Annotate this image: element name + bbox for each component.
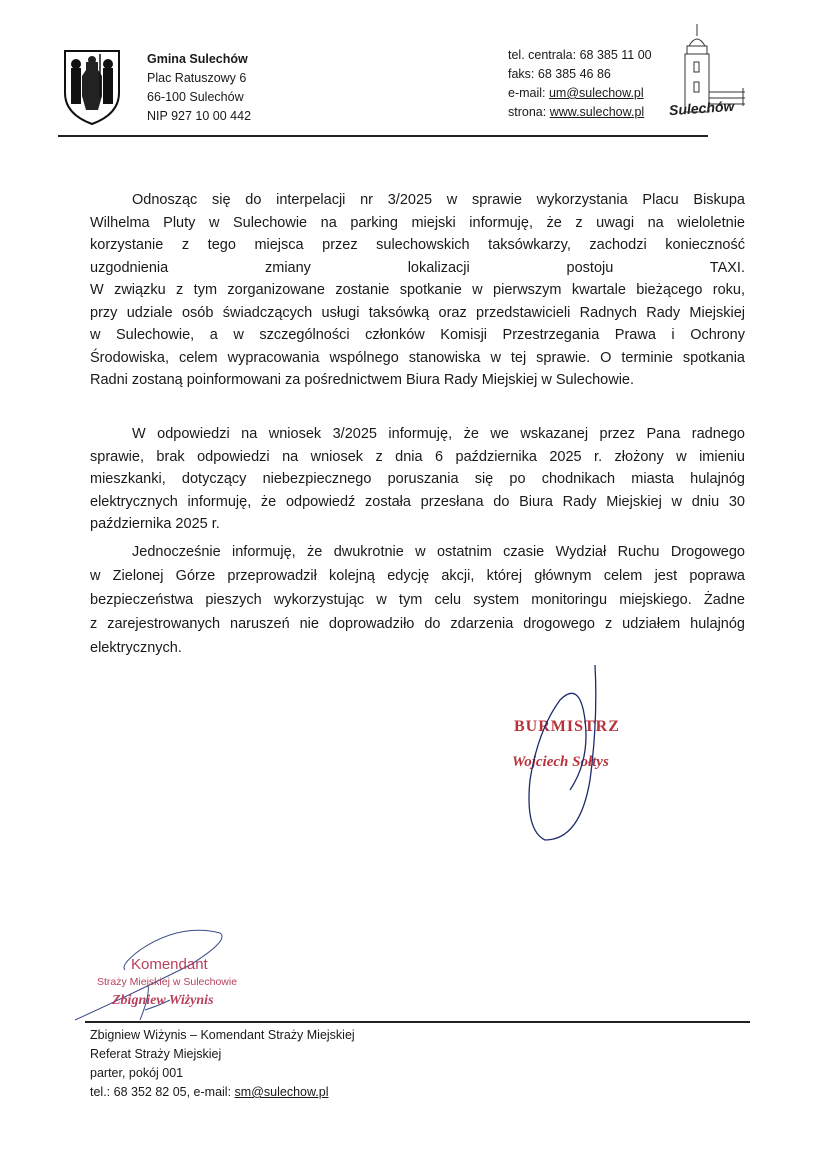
- mayor-signature: [500, 660, 620, 855]
- email-label: e-mail:: [508, 86, 549, 100]
- footer-name: Zbigniew Wiżynis – Komendant Straży Miejskiej: [90, 1028, 355, 1042]
- text-line: Radni zostaną poinformowani za pośrednictwem Biura Rady Miejskiej w Sulechowie.: [90, 372, 635, 388]
- footer-room: parter, pokój 001: [90, 1066, 184, 1080]
- mayor-stamp-name: Wojciech Sołtys: [512, 754, 609, 770]
- org-name: Gmina Sulechów: [147, 52, 248, 66]
- org-city: 66-100 Sulechów: [147, 90, 244, 104]
- footer-department: Referat Straży Miejskiej: [90, 1047, 222, 1061]
- text-line: Odnosząc się do interpelacji nr 3/2025 w sprawie wykorzystania Placu Biskupa: [132, 192, 745, 208]
- text-line: W związku z tym zorganizowane zostanie spotkanie w pierwszym kwartale bieżącego roku,: [90, 282, 745, 298]
- org-contacts: [508, 46, 652, 122]
- guard-stamp-title: Komendant: [131, 956, 208, 973]
- text-line: Środowiska, celem wypracowania wspólnego stanowiska w tej sprawie. O terminie spotkania: [90, 349, 745, 366]
- org-street: Plac Ratuszowy 6: [147, 71, 247, 85]
- text-line: elektrycznych informuję, że odpowiedź została przesłana do Biura Rady Miejskiej w dniu 30: [90, 493, 745, 510]
- footer-divider: [85, 1021, 750, 1023]
- org-fax: faks: 68 385 46 86: [508, 67, 611, 81]
- text-line: Jednocześnie informuję, że dwukrotnie w ostatnim czasie Wydział Ruchu Drogowego: [132, 544, 745, 560]
- text-line: października 2025 r.: [90, 516, 220, 532]
- text-line: sprawie, brak odpowiedzi na wniosek z dnia 6 października 2025 r. złożony w imieniu: [90, 448, 745, 465]
- coat-of-arms-icon: [62, 48, 122, 131]
- text-line: z zarejestrowanych naruszeń nie doprowadziło do zdarzenia drogowego z udziałem hulajnóg: [90, 616, 745, 632]
- text-line: W odpowiedzi na wniosek 3/2025 informuję, że we wskazanej przez Pana radnego: [132, 426, 745, 442]
- paragraph-request-response: [90, 423, 745, 536]
- org-website-link[interactable]: www.sulechow.pl: [549, 105, 645, 119]
- guard-stamp-unit: Straży Miejskiej w Sulechowie: [97, 976, 238, 988]
- org-nip: NIP 927 10 00 442: [147, 109, 252, 123]
- text-line: przy udziale osób świadczących usługi taksówką oraz przedstawicieli Radnych Rady Miejskiej: [90, 304, 745, 321]
- web-label: strona:: [508, 105, 550, 119]
- text-line: uzgodnienia zmiany lokalizacji postoju TAXI.: [90, 259, 745, 276]
- footer-phone: tel.: 68 352 82 05, e-mail:: [90, 1085, 235, 1099]
- logo-text: Sulechów: [668, 97, 735, 119]
- footer-contact: [90, 1026, 355, 1102]
- org-address: [147, 50, 251, 126]
- org-phone: tel. centrala: 68 385 11 00: [508, 48, 652, 62]
- text-line: w Sulechowie, a w szczególności członków Komisji Przestrzegania Prawa i Ochrony: [90, 327, 745, 343]
- guard-stamp-name: Zbigniew Wiżynis: [112, 993, 214, 1008]
- footer-email-link[interactable]: sm@sulechow.pl: [234, 1085, 329, 1099]
- org-email-link[interactable]: um@sulechow.pl: [548, 86, 644, 100]
- text-line: w Zielonej Górze przeprowadził kolejną edycję akcji, której głównym celem jest poprawa: [90, 568, 745, 584]
- text-line: bezpieczeństwa pieszych wykorzystując w tym celu system monitoringu miejskiego. Żadne: [90, 592, 745, 608]
- mayor-stamp-title: BURMISTRZ: [514, 718, 620, 735]
- text-line: Wilhelma Pluty w Sulechowie na parking miejski informuję, że z uwagi na wieloletnie: [90, 214, 745, 231]
- town-hall-logo: [665, 22, 755, 122]
- paragraph-traffic-action: [90, 540, 745, 660]
- text-line: korzystanie z tego miejsca przez sulechowskich taksówkarzy, zachodzi konieczność: [90, 237, 745, 253]
- header-divider: [58, 135, 708, 137]
- text-line: mieszkanki, dotyczący niebezpiecznego poruszania się po chodnikach miasta hulajnóg: [90, 471, 745, 487]
- paragraph-interpellation: [90, 189, 745, 392]
- text-line: elektrycznych.: [90, 640, 182, 656]
